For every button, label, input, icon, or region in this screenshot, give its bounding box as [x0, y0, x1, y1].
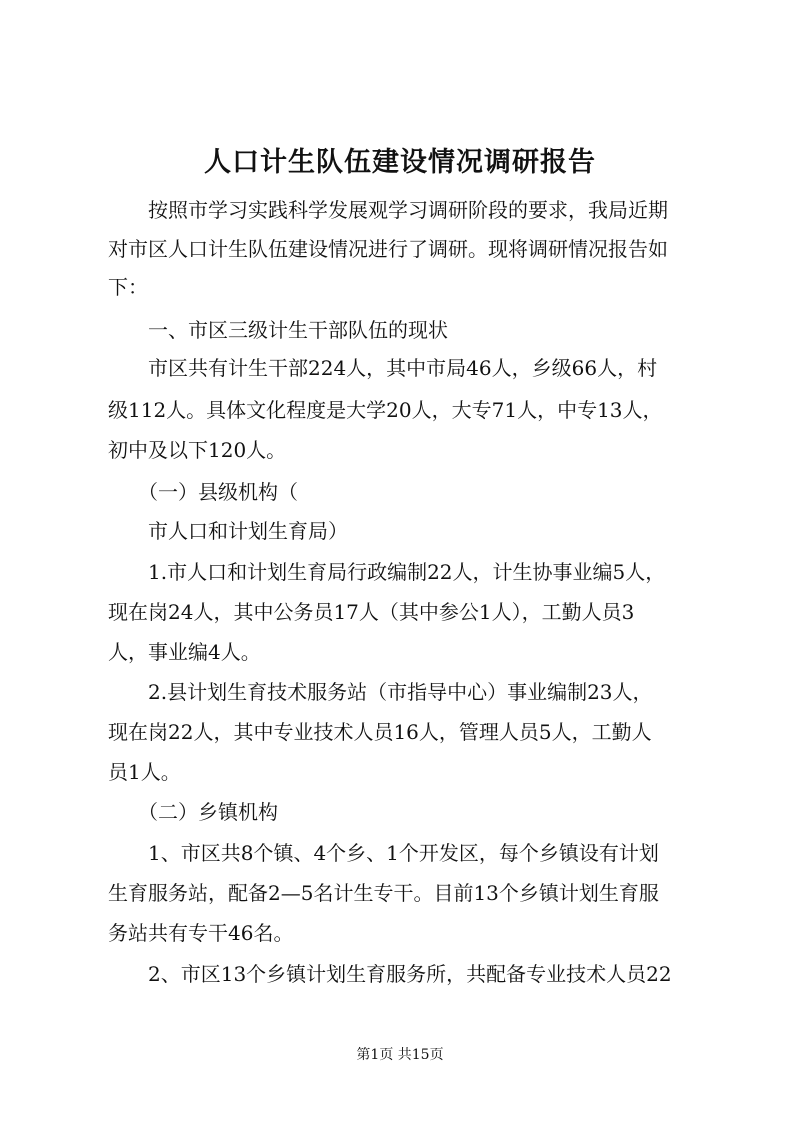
paragraph-line: 2.县计划生育技术服务站（市指导中心）事业编制23人，: [108, 680, 653, 704]
paragraph-line: 1.市人口和计划生育局行政编制22人，计生协事业编5人，: [108, 560, 666, 584]
paragraph-line: 2、市区13个乡镇计划生育服务所，共配备专业技术人员22: [108, 962, 672, 986]
paragraph-line: 市区共有计生干部224人，其中市局46人，乡级66人，村: [108, 356, 658, 380]
paragraph-line: 现在岗24人，其中公务员17人（其中参公1人），工勤人员3: [108, 600, 635, 624]
paragraph-line: 下：: [108, 275, 148, 299]
paragraph-line: 市人口和计划生育局）: [108, 519, 348, 543]
paragraph-line: 按照市学习实践科学发展观学习调研阶段的要求，我局近期: [108, 198, 668, 222]
paragraph-line: 初中及以下120人。: [108, 438, 287, 462]
document-title: 人口计生队伍建设情况调研报告: [204, 147, 596, 178]
subsection-heading: （二）乡镇机构: [108, 800, 278, 824]
paragraph-line: 人，事业编4人。: [108, 640, 261, 664]
page-number: 第1页 共15页: [356, 1047, 444, 1063]
paragraph-line: 级112人。具体文化程度是大学20人，大专71人，中专13人，: [108, 398, 663, 422]
paragraph-line: 生育服务站，配备2—5名计生专干。目前13个乡镇计划生育服: [108, 881, 659, 905]
section-heading: 一、市区三级计生干部队伍的现状: [108, 318, 448, 342]
paragraph-line: 1、市区共8个镇、4个乡、1个开发区，每个乡镇设有计划: [108, 841, 659, 865]
paragraph-line: 现在岗22人，其中专业技术人员16人，管理人员5人，工勤人: [108, 720, 652, 744]
paragraph-line: 员1人。: [108, 760, 181, 784]
paragraph-line: 务站共有专干46名。: [108, 921, 294, 945]
subsection-heading: （一）县级机构（: [108, 480, 298, 504]
paragraph-line: 对市区人口计生队伍建设情况进行了调研。现将调研情况报告如: [108, 237, 668, 261]
